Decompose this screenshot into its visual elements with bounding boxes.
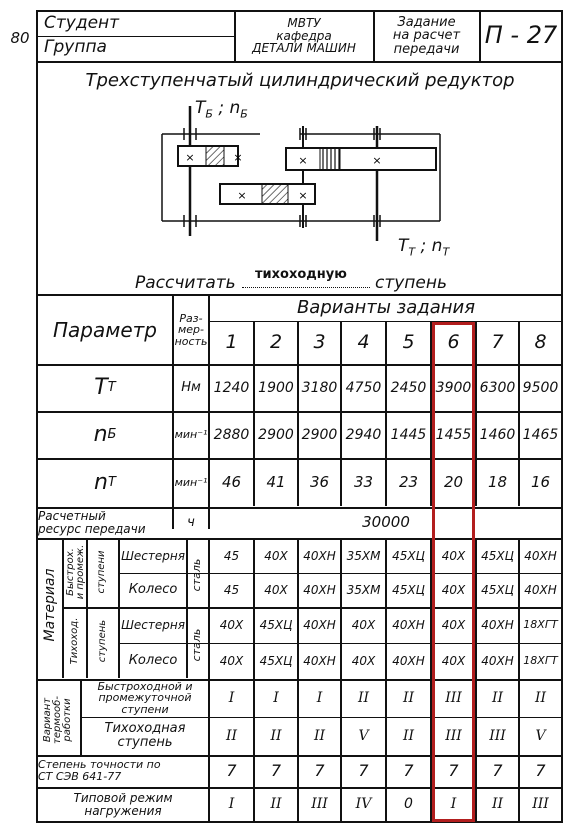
param-n-b: n Б	[93, 422, 117, 448]
slow-pinion-v8: 18ХГТ	[523, 618, 558, 632]
thermo-fast-v5: II	[402, 689, 415, 706]
steel-label-fast: сталь	[189, 558, 203, 592]
thermo-fast-label: Быстроходной и промежуточной ступени	[97, 679, 193, 716]
variant-5: 5	[402, 331, 415, 354]
fast-wheel-v1: 45	[223, 582, 240, 597]
sheet-number: 80	[10, 29, 30, 48]
t-t-v6: 3900	[435, 379, 472, 396]
dim-header-1: Раз-	[179, 311, 203, 325]
n-b-v7: 1460	[479, 426, 516, 443]
variant-3: 3	[313, 331, 326, 354]
slow-pinion-v6: 40Х	[441, 617, 466, 632]
variant-8: 8	[534, 331, 547, 354]
param-n-t: n T	[94, 470, 116, 496]
thermo-fast-v4: II	[357, 689, 370, 706]
fast-pinion-v6: 40Х	[441, 548, 466, 563]
thermo-label: Вариант термооб- работки	[42, 696, 73, 744]
thermo-slow-v6: III	[445, 727, 462, 744]
svg-text:×: ×	[233, 151, 243, 164]
t-t-v8: 9500	[522, 379, 559, 396]
calc-prefix: Рассчитать	[135, 273, 236, 293]
mode-v6: I	[450, 796, 457, 813]
n-b-v1: 2880	[213, 426, 250, 443]
slow-wheel-v2: 45ХЦ	[259, 653, 293, 668]
fast-wheel-v5: 45ХЦ	[392, 582, 425, 597]
input-n: n	[229, 98, 241, 118]
input-t: T	[195, 98, 206, 118]
n-b-v3: 2900	[301, 426, 338, 443]
institution-block	[236, 11, 372, 61]
n-t-v1: 46	[221, 473, 242, 492]
resource-label: Расчетный ресурс передачи	[38, 509, 146, 536]
param-header: Параметр	[53, 317, 157, 342]
fast-pinion-v1: 45	[223, 548, 240, 563]
fast-pinion-v7: 45ХЦ	[481, 548, 514, 563]
fast-stage-label: Быстрох. и промеж.	[65, 544, 86, 600]
output-torque-label: $T_T$ ; $n_T$	[398, 236, 450, 259]
group-label: Группа	[44, 37, 107, 58]
calc-suffix: ступень	[375, 273, 448, 293]
fast-pinion-v3: 40ХН	[303, 548, 336, 563]
thermo-fast-v3: I	[316, 689, 323, 706]
accuracy-v6: 7	[448, 760, 459, 780]
mode-v5: 0	[404, 796, 413, 813]
slow-wheel-v4: 40Х	[351, 653, 376, 668]
thermo-fast-v6: III	[445, 689, 462, 706]
svg-text:×: ×	[372, 154, 382, 167]
n-b-v2: 2900	[258, 426, 294, 443]
mode-v4: IV	[355, 796, 372, 813]
svg-text:×: ×	[185, 151, 195, 164]
accuracy-v8: 7	[535, 760, 546, 780]
n-t-v2: 41	[266, 473, 286, 492]
accuracy-v3: 7	[314, 760, 325, 780]
institution-line-1: МВТУ	[287, 16, 321, 31]
task-line-3: передачи	[393, 41, 460, 57]
svg-text:×: ×	[237, 189, 247, 202]
institution-line-3: ДЕТАЛИ МАШИН	[252, 41, 356, 56]
mode-v1: I	[228, 796, 235, 813]
accuracy-label: Степень точности по СТ СЭВ 641-77	[38, 758, 161, 783]
thermo-slow-v3: II	[313, 727, 326, 744]
slow-pinion-v7: 40ХН	[481, 617, 514, 632]
resource-value: 30000	[362, 513, 410, 532]
thermo-slow-v4: V	[358, 727, 369, 744]
slow-stage-sub: ступень	[97, 619, 108, 663]
thermo-slow-v8: V	[535, 727, 546, 744]
variant-2: 2	[269, 331, 283, 354]
thermo-fast-v8: II	[534, 689, 547, 706]
slow-pinion-v5: 40ХН	[392, 617, 425, 632]
steel-label-slow: сталь	[189, 628, 203, 662]
n-t-v5: 23	[398, 473, 419, 492]
accuracy-v1: 7	[226, 760, 237, 780]
unit-t-t: Нм	[181, 380, 201, 396]
n-b-v8: 1465	[522, 426, 559, 443]
fast-pinion-label: Шестерня	[121, 548, 185, 563]
task-line-1: Задание	[397, 14, 456, 30]
mode-v7: II	[491, 796, 504, 813]
slow-stage-label: Тихоход.	[69, 617, 80, 665]
slow-wheel-v7: 40ХН	[481, 653, 514, 668]
slow-pinion-v2: 45ХЦ	[259, 617, 293, 632]
page-title: Трехступенчатый цилиндрический редуктор	[85, 69, 515, 91]
output-n: n	[431, 236, 443, 256]
task-block	[375, 11, 478, 61]
student-label: Студент	[44, 13, 120, 34]
slow-wheel-v1: 40Х	[219, 653, 244, 668]
unit-n-t: мин⁻¹	[174, 476, 208, 490]
variant-6: 6	[447, 331, 460, 354]
fast-pinion-v4: 35ХМ	[346, 548, 381, 563]
thermo-fast-v7: II	[491, 689, 504, 706]
variant-4: 4	[357, 331, 370, 354]
slow-wheel-v5: 40ХН	[392, 653, 425, 668]
thermo-slow-v5: II	[402, 727, 415, 744]
output-n-sub: T	[442, 245, 450, 259]
mode-v8: III	[532, 796, 549, 813]
n-t-v8: 16	[530, 473, 551, 492]
svg-text:×: ×	[298, 189, 308, 202]
n-b-v4: 2940	[345, 426, 382, 443]
n-t-v3: 36	[309, 473, 330, 492]
mode-v3: III	[311, 796, 328, 813]
thermo-slow-v2: II	[270, 727, 282, 744]
thermo-fast-v1: I	[228, 689, 235, 706]
n-t-v6: 20	[443, 473, 464, 492]
fast-stage-sub: ступени	[96, 550, 107, 594]
variant-7: 7	[491, 331, 504, 354]
t-t-v5: 2450	[390, 379, 427, 396]
accuracy-v7: 7	[492, 760, 503, 780]
unit-n-b: мин⁻¹	[174, 428, 208, 442]
fast-wheel-v8: 40ХН	[524, 582, 557, 597]
variant-1: 1	[225, 331, 238, 354]
fast-wheel-v6: 40Х	[441, 582, 466, 597]
mode-v2: II	[270, 796, 282, 813]
n-b-v6: 1455	[435, 426, 472, 443]
fast-wheel-v4: 35ХМ	[346, 582, 381, 597]
slow-pinion-v4: 40Х	[351, 617, 376, 632]
slow-wheel-label: Колесо	[128, 653, 178, 669]
variants-header: Варианты задания	[296, 296, 476, 318]
dim-header-3: ность	[174, 334, 208, 348]
accuracy-v4: 7	[358, 760, 369, 780]
slow-pinion-label: Шестерня	[121, 617, 185, 632]
thermo-slow-label: Тихоходная ступень	[104, 721, 186, 750]
param-t-t: T T	[94, 375, 116, 401]
fast-pinion-v2: 40Х	[264, 548, 288, 563]
fast-pinion-v5: 45ХЦ	[392, 548, 425, 563]
resource-unit: ч	[187, 515, 195, 531]
n-b-v5: 1445	[390, 426, 427, 443]
slow-wheel-v3: 40ХН	[303, 653, 336, 668]
input-t-sub: Б	[205, 107, 213, 121]
thermo-slow-v1: II	[225, 727, 238, 744]
calc-filled: тихоходную	[255, 267, 347, 282]
fast-wheel-v2: 40Х	[264, 582, 288, 597]
n-t-v4: 33	[353, 473, 374, 492]
fast-wheel-v3: 40ХН	[303, 582, 336, 597]
accuracy-v2: 7	[270, 760, 282, 780]
fast-wheel-label: Колесо	[128, 582, 178, 598]
accuracy-v5: 7	[403, 760, 414, 780]
svg-text:×: ×	[298, 154, 308, 167]
t-t-v4: 4750	[345, 379, 382, 396]
slow-pinion-v1: 40Х	[219, 617, 244, 632]
task-line-2: на расчет	[392, 28, 461, 44]
fast-wheel-v7: 45ХЦ	[481, 582, 514, 597]
material-label: Материал	[42, 568, 58, 642]
input-torque-label: $T_Б$ ; $n_Б$	[195, 98, 248, 121]
output-t: T	[398, 236, 409, 256]
t-t-v3: 3180	[301, 379, 338, 396]
slow-wheel-v6: 40Х	[441, 653, 466, 668]
t-t-v7: 6300	[479, 379, 516, 396]
institution-line-2: кафедра	[276, 28, 332, 43]
output-t-sub: T	[408, 245, 416, 259]
n-t-v7: 18	[487, 473, 508, 492]
dim-header-2: мер-	[177, 323, 205, 337]
t-t-v2: 1900	[258, 379, 294, 396]
thermo-fast-v2: I	[273, 689, 279, 706]
mode-label: Типовой режим нагружения	[73, 790, 173, 818]
task-code: П - 27	[484, 21, 558, 50]
dim-header	[174, 296, 208, 364]
t-t-v1: 1240	[213, 379, 250, 396]
slow-wheel-v8: 18ХГТ	[523, 654, 558, 668]
slow-pinion-v3: 40ХН	[303, 617, 336, 632]
variant-6-highlight	[432, 322, 475, 822]
fast-pinion-v8: 40ХН	[524, 548, 557, 563]
thermo-slow-v7: III	[489, 727, 506, 744]
input-n-sub: Б	[240, 107, 248, 121]
